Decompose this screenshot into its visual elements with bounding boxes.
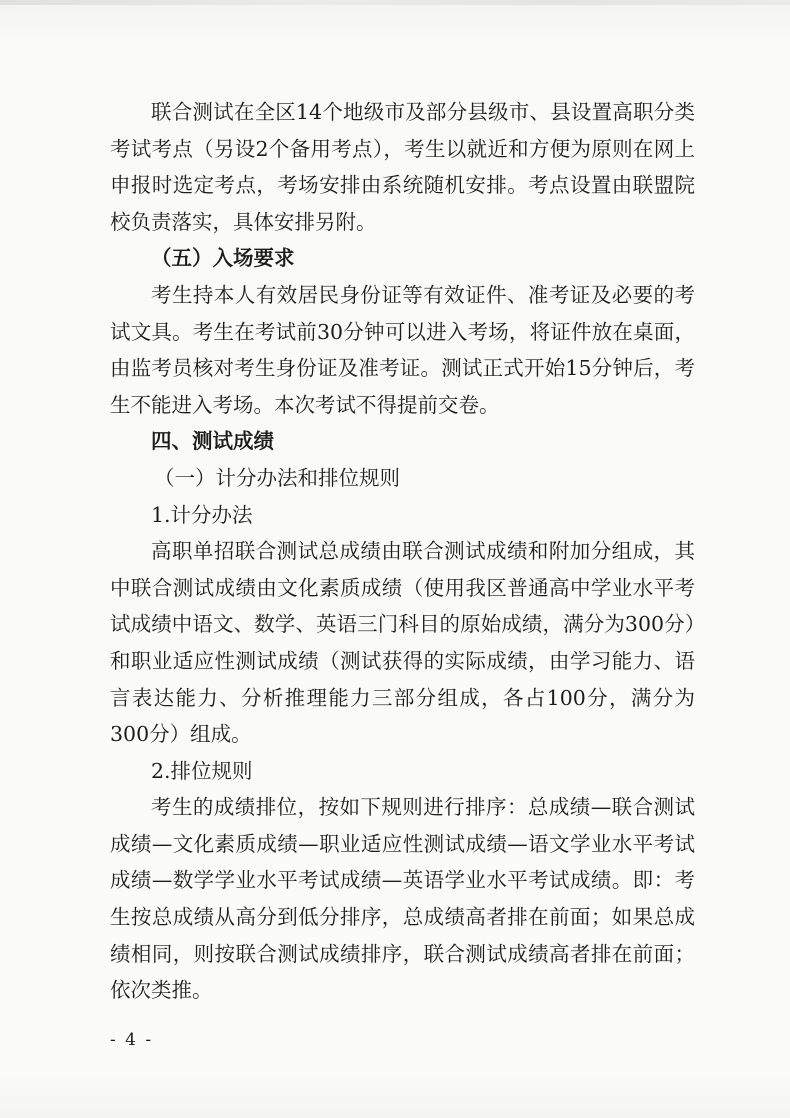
paragraph-scoring-method: 高职单招联合测试总成绩由联合测试成绩和附加分组成，其中联合测试成绩由文化素质成绩（使用我区普通高中学业水平考试成绩中语文、数学、英语三门科目的原始成绩，满分为300分）和职业适应性测试成绩（测试获得的实际成绩，由学习能力、语言表达能力、分析推理能力三部分组成，各占100分，满分为300分）组成。 (110, 539, 695, 747)
paragraph-exam-sites: 联合测试在全区14个地级市及部分县级市、县设置高职分类考试考点（另设2个备用考点），考生以就近和方便为原则在网上申报时选定考点，考场安排由系统随机安排。考点设置由联盟院校负责落实，具体安排另附。 (110, 100, 695, 234)
scan-top-edge (0, 0, 790, 5)
heading-entry-requirements: （五）入场要求 (151, 246, 295, 271)
heading-test-scores: 四、测试成绩 (151, 429, 274, 454)
document-body (110, 94, 695, 1009)
paragraph-ranking-rules: 考生的成绩排位，按如下规则进行排序：总成绩—联合测试成绩—文化素质成绩—职业适应性测试成绩—语文学业水平考试成绩—数学学业水平考试成绩—英语学业水平考试成绩。即：考生按总成绩从高分到低分排序，总成绩高者排在前面；如果总成绩相同，则按联合测试成绩排序，联合测试成绩高者排在前面；依次类推。 (110, 795, 695, 1003)
paragraph-entry-rules: 考生持本人有效居民身份证等有效证件、准考证及必要的考试文具。考生在考试前30分钟可以进入考场，将证件放在桌面，由监考员核对考生身份证及准考证。测试正式开始15分钟后，考生不能进入考场。本次考试不得提前交卷。 (110, 282, 695, 417)
item-ranking-rules: 2.排位规则 (151, 758, 253, 783)
page-number: - 4 - (110, 1030, 154, 1050)
item-scoring-method: 1.计分办法 (151, 502, 253, 527)
subheading-scoring-and-ranking: （一）计分办法和排位规则 (154, 465, 400, 490)
